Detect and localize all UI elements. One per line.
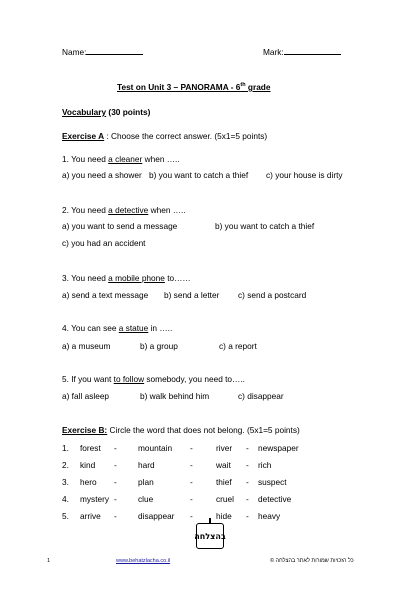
word-row-5	[62, 511, 362, 521]
name-field	[62, 46, 143, 57]
vocabulary-heading: Vocabulary (30 points)	[62, 107, 151, 117]
question-1-options	[62, 170, 362, 180]
word[interactable]: newspaper	[258, 443, 299, 453]
row-number: 3.	[62, 477, 69, 487]
mark-blank[interactable]	[284, 46, 341, 55]
word[interactable]: hide	[216, 511, 232, 521]
option-b[interactable]: b) send a letter	[164, 290, 220, 300]
option-c[interactable]: c) you had an accident	[62, 238, 146, 248]
behatzlacha-logo	[196, 523, 224, 549]
name-blank[interactable]	[86, 46, 143, 55]
word[interactable]: thief	[216, 477, 232, 487]
word[interactable]: mountain	[138, 443, 173, 453]
word[interactable]: kind	[80, 460, 96, 470]
option-b[interactable]: b) you want to catch a thief	[149, 170, 249, 180]
mark-label: Mark:	[263, 47, 284, 57]
option-a[interactable]: a) you need a shower	[62, 170, 142, 180]
word[interactable]: detective	[258, 494, 292, 504]
option-a[interactable]: a) send a text message	[62, 290, 149, 300]
dash: -	[114, 477, 117, 487]
dash: -	[190, 460, 193, 470]
option-a[interactable]: a) you want to send a message	[62, 221, 178, 231]
option-c[interactable]: c) send a postcard	[238, 290, 307, 300]
exercise-a-heading: Exercise A : Choose the correct answer. (5x1=5 points)	[62, 131, 268, 141]
option-a[interactable]: a) fall asleep	[62, 391, 110, 401]
option-c[interactable]: c) your house is dirty	[266, 170, 343, 180]
word[interactable]: arrive	[80, 511, 101, 521]
dash: -	[114, 460, 117, 470]
dash: -	[246, 477, 249, 487]
word[interactable]: wait	[216, 460, 231, 470]
dash: -	[190, 494, 193, 504]
question-5-options	[62, 391, 362, 401]
option-a[interactable]: a) a museum	[62, 341, 111, 351]
option-c[interactable]: c) disappear	[238, 391, 284, 401]
page-number: 1	[47, 558, 51, 564]
question-2-options	[62, 221, 362, 231]
dash: -	[114, 443, 117, 453]
word[interactable]: disappear	[138, 511, 175, 521]
word-row-2	[62, 460, 362, 470]
dash: -	[246, 511, 249, 521]
row-number: 4.	[62, 494, 69, 504]
question-2: 2. You need a detective when …..	[62, 205, 186, 215]
option-c[interactable]: c) a report	[219, 341, 257, 351]
word[interactable]: clue	[138, 494, 154, 504]
logo-text: בהצלחה	[194, 531, 226, 541]
dash: -	[114, 494, 117, 504]
page-title: Test on Unit 3 – PANORAMA - 6th grade	[117, 82, 271, 92]
option-b[interactable]: b) you want to catch a thief	[215, 221, 315, 231]
dash: -	[114, 511, 117, 521]
word[interactable]: forest	[80, 443, 101, 453]
dash: -	[190, 477, 193, 487]
row-number: 5.	[62, 511, 69, 521]
word[interactable]: hero	[80, 477, 97, 487]
row-number: 2.	[62, 460, 69, 470]
site-link[interactable]: www.behatzlacha.co.il	[116, 558, 171, 564]
word-row-3	[62, 477, 362, 487]
dash: -	[246, 443, 249, 453]
question-3: 3. You need a mobile phone to……	[62, 273, 191, 283]
question-2-option-c	[62, 238, 212, 248]
row-number: 1.	[62, 443, 69, 453]
word[interactable]: suspect	[258, 477, 287, 487]
word[interactable]: rich	[258, 460, 272, 470]
dash: -	[190, 443, 193, 453]
word[interactable]: plan	[138, 477, 154, 487]
exercise-b-heading: Exercise B: Circle the word that does not belong. (5x1=5 points)	[62, 425, 300, 435]
copyright-notice: כל הזכויות שמורות לאתר בהצלחה ©	[270, 558, 354, 564]
word[interactable]: river	[216, 443, 233, 453]
dash: -	[190, 511, 193, 521]
word[interactable]: mystery	[80, 494, 110, 504]
name-label: Name:	[62, 47, 87, 57]
question-5: 5. If you want to follow somebody, you need to…..	[62, 374, 245, 384]
word[interactable]: hard	[138, 460, 155, 470]
option-b[interactable]: b) a group	[140, 341, 178, 351]
dash: -	[246, 460, 249, 470]
word-row-4	[62, 494, 362, 504]
question-4: 4. You can see a statue in …..	[62, 323, 173, 333]
word[interactable]: heavy	[258, 511, 281, 521]
mark-field	[263, 46, 341, 57]
dash: -	[246, 494, 249, 504]
word-row-1	[62, 443, 362, 453]
question-4-options	[62, 341, 362, 351]
question-1: 1. You need a cleaner when …..	[62, 154, 180, 164]
word[interactable]: cruel	[216, 494, 234, 504]
question-3-options	[62, 290, 362, 300]
option-b[interactable]: b) walk behind him	[140, 391, 210, 401]
